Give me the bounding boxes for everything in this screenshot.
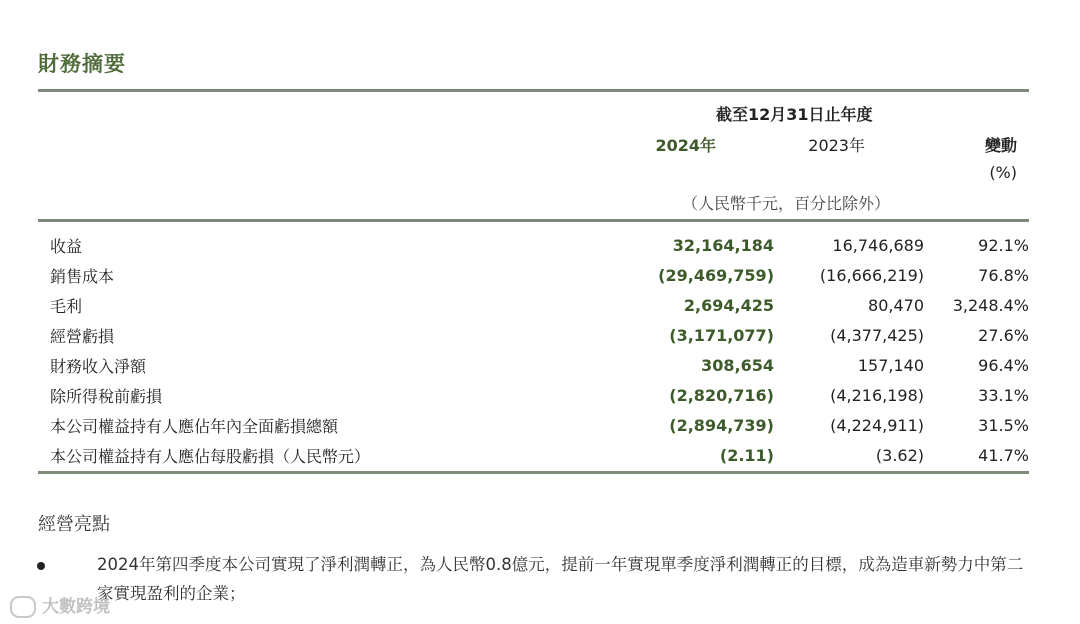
row-label: 本公司權益持有人應佔年內全面虧損總額 [50, 416, 339, 436]
table-row [38, 350, 1041, 380]
value-2024: 308,654 [701, 355, 774, 375]
column-header-2023: 2023年 [808, 136, 865, 155]
watermark [10, 592, 110, 618]
row-label: 銷售成本 [50, 266, 115, 286]
value-2024: (2.11) [719, 445, 774, 465]
value-2024: (3,171,077) [669, 325, 774, 345]
value-2024: (2,894,739) [669, 415, 774, 435]
watermark-text: 大數跨境 [42, 597, 110, 617]
row-label: 毛利 [50, 296, 83, 316]
value-change: 76.8% [978, 265, 1029, 285]
section-title: 財務摘要 [38, 52, 126, 76]
value-change: 92.1% [978, 235, 1029, 255]
period-header: 截至12月31日止年度 [716, 105, 873, 124]
table-row [38, 380, 1041, 410]
table-top-rule [38, 89, 1029, 92]
highlights-title: 經營亮點 [38, 514, 110, 535]
unit-note: （人民幣千元，百分比除外） [682, 194, 891, 213]
value-2024: 32,164,184 [672, 235, 774, 255]
bullet-icon [37, 562, 45, 570]
row-label: 財務收入淨額 [50, 356, 147, 376]
table-row [38, 290, 1041, 320]
value-change: 31.5% [978, 415, 1029, 435]
column-header-change-unit: (%) [989, 163, 1017, 182]
column-header-change: 變動 [984, 136, 1017, 155]
value-2023: (4,216,198) [830, 385, 924, 405]
value-2024: (29,469,759) [658, 265, 774, 285]
value-2024: 2,694,425 [683, 295, 774, 315]
value-2023: 80,470 [868, 295, 924, 315]
row-label: 收益 [50, 236, 83, 256]
row-label: 本公司權益持有人應佔每股虧損（人民幣元） [50, 446, 371, 466]
row-label: 除所得稅前虧損 [50, 386, 163, 406]
value-change: 41.7% [978, 445, 1029, 465]
value-change: 27.6% [978, 325, 1029, 345]
table-bottom-rule [38, 471, 1029, 474]
row-label: 經營虧損 [50, 326, 115, 346]
value-2023: (16,666,219) [819, 265, 924, 285]
value-2023: (4,224,911) [830, 415, 924, 435]
value-change: 33.1% [978, 385, 1029, 405]
financial-summary-table [38, 230, 1041, 470]
table-body [38, 230, 1041, 470]
value-change: 3,248.4% [952, 295, 1029, 315]
value-2023: (3.62) [875, 445, 924, 465]
table-row [38, 410, 1041, 440]
table-header-rule [38, 219, 1029, 222]
column-header-2024: 2024年 [655, 136, 716, 155]
table-row [38, 320, 1041, 350]
value-2023: 16,746,689 [832, 235, 924, 255]
bullet-text: 2024年第四季度本公司實現了淨利潤轉正，為人民幣0.8億元，提前一年實現單季度淨利潤轉正的目標，成為造車新勢力中第二家實現盈利的企業； [97, 555, 1024, 603]
value-2023: 157,140 [857, 355, 924, 375]
value-2024: (2,820,716) [669, 385, 774, 405]
value-2023: (4,377,425) [830, 325, 924, 345]
table-row [38, 440, 1041, 470]
value-change: 96.4% [978, 355, 1029, 375]
table-row [38, 230, 1041, 260]
table-row [38, 260, 1041, 290]
watermark-logo-icon [10, 596, 36, 618]
